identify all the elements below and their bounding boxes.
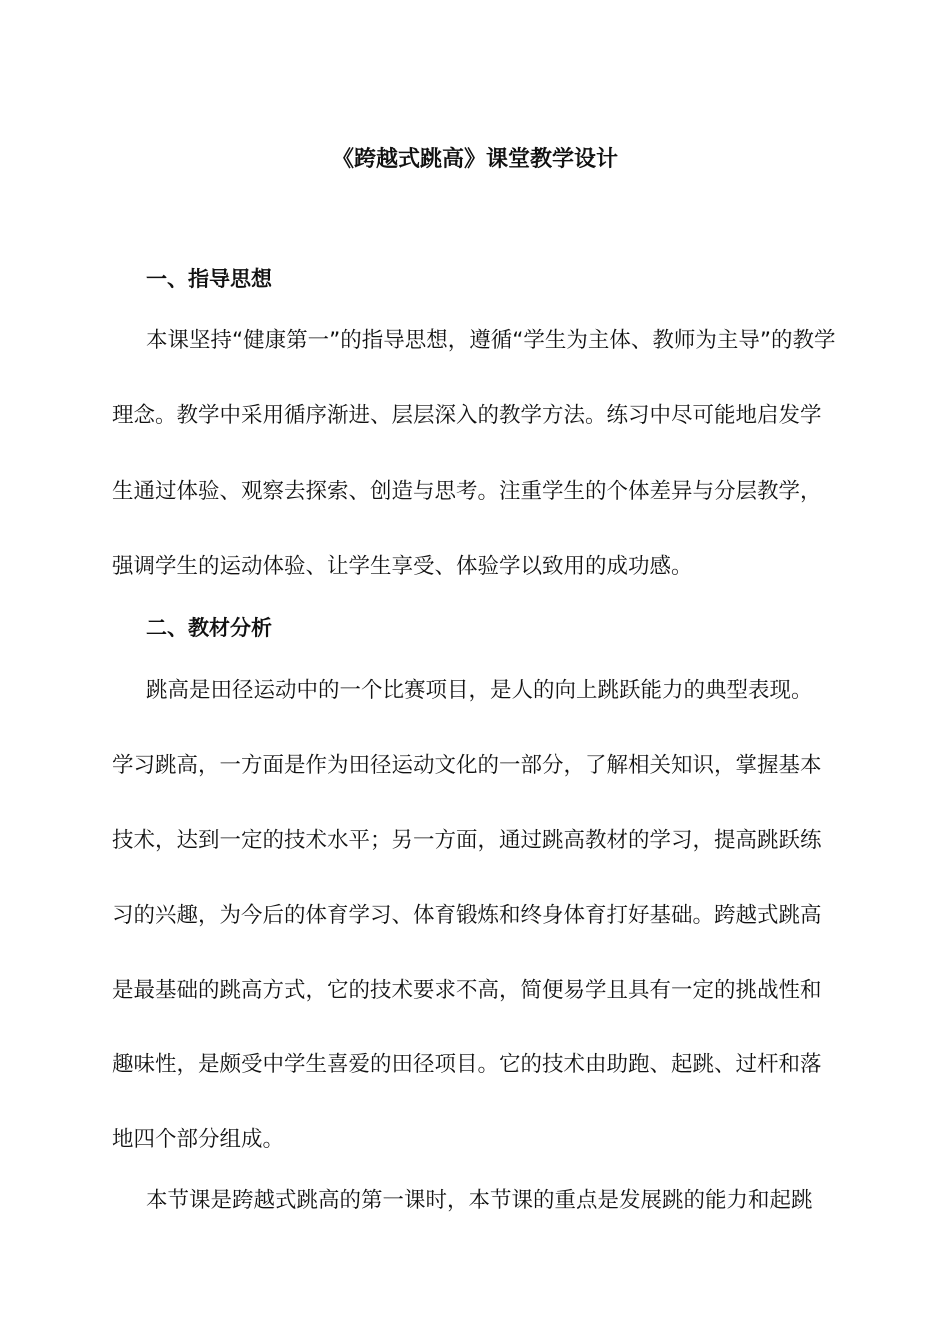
paragraph-line: 本课坚持“健康第一”的指导思想，遵循“学生为主体、教师为主导”的教学 (146, 328, 836, 353)
section-heading-guiding-ideology: 一、指导思想 (146, 267, 272, 291)
section-heading-material-analysis: 二、教材分析 (146, 616, 272, 640)
paragraph-line: 趣味性，是颇受中学生喜爱的田径项目。它的技术由助跑、起跳、过杆和落 (112, 1052, 822, 1077)
paragraph-line: 学习跳高，一方面是作为田径运动文化的一部分，了解相关知识，掌握基本 (112, 753, 822, 778)
paragraph-line: 生通过体验、观察去探索、创造与思考。注重学生的个体差异与分层教学， (112, 479, 822, 504)
paragraph-line: 跳高是田径运动中的一个比赛项目，是人的向上跳跃能力的典型表现。 (146, 678, 813, 703)
paragraph-line: 习的兴趣，为今后的体育学习、体育锻炼和终身体育打好基础。跨越式跳高 (112, 903, 822, 928)
paragraph-line: 强调学生的运动体验、让学生享受、体验学以致用的成功感。 (112, 554, 693, 579)
document-title: 《跨越式跳高》课堂教学设计 (331, 147, 618, 172)
paragraph-line: 本节课是跨越式跳高的第一课时，本节课的重点是发展跳的能力和起跳 (146, 1188, 813, 1213)
paragraph-line: 地四个部分组成。 (112, 1127, 285, 1152)
paragraph-line: 是最基础的跳高方式，它的技术要求不高，简便易学且具有一定的挑战性和 (112, 978, 822, 1003)
paragraph-line: 理念。教学中采用循序渐进、层层深入的教学方法。练习中尽可能地启发学 (112, 403, 822, 428)
paragraph-line: 技术，达到一定的技术水平；另一方面，通过跳高教材的学习，提高跳跃练 (112, 828, 822, 853)
